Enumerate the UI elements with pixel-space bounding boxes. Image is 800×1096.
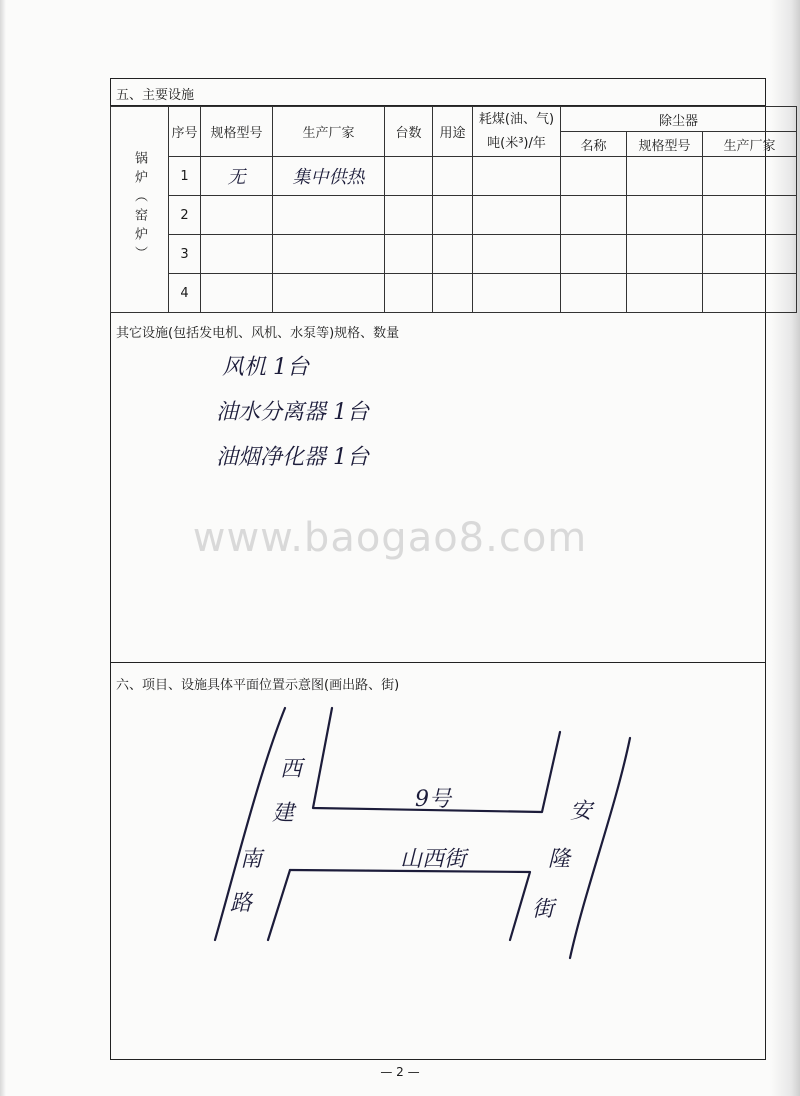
boiler-vertical-label: 锅炉︵窑炉︶	[111, 107, 169, 313]
header-maker: 生产厂家	[273, 107, 385, 157]
section5-title: 五、主要设施	[116, 88, 195, 103]
table-row	[111, 196, 797, 235]
row-spec	[201, 274, 273, 313]
header-fuel-line1: 耗煤(油、气)	[478, 111, 555, 127]
row-seq: 3	[169, 235, 201, 274]
page-number: — 2 —	[380, 1065, 420, 1079]
header-dust-maker: 生产厂家	[703, 132, 797, 157]
section6-divider	[110, 662, 766, 663]
row-spec: 无	[201, 157, 273, 196]
other-item: 风机 1台	[222, 355, 309, 380]
scan-edge-left	[0, 0, 6, 1096]
facility-table	[110, 106, 797, 313]
header-spec: 规格型号	[201, 107, 273, 157]
watermark: www.baogao8.com	[192, 515, 588, 561]
table-row	[111, 235, 797, 274]
row-maker: 集中供热	[273, 157, 385, 196]
header-use: 用途	[433, 107, 473, 157]
street-label-left: 西	[280, 757, 303, 782]
table-row	[111, 274, 797, 313]
header-count: 台数	[385, 107, 433, 157]
row-seq: 4	[169, 274, 201, 313]
row-maker	[273, 196, 385, 235]
header-dust-spec: 规格型号	[627, 132, 703, 157]
table-row	[111, 157, 797, 196]
street-label-left: 南	[240, 847, 263, 872]
other-item: 油水分离器 1台	[216, 400, 369, 425]
street-label-top: 9号	[415, 787, 451, 812]
header-fuel	[473, 107, 561, 157]
other-item: 油烟净化器 1台	[216, 445, 369, 470]
row-seq: 1	[169, 157, 201, 196]
row-maker	[273, 274, 385, 313]
street-line-lower-left	[268, 870, 290, 940]
header-fuel-line2: 吨(米³)/年	[487, 135, 546, 151]
street-label-right: 安	[570, 799, 593, 824]
header-seq: 序号	[169, 107, 201, 157]
street-line-lower-block	[290, 870, 530, 940]
street-label-left: 路	[230, 891, 253, 916]
street-label-left: 建	[272, 801, 295, 826]
header-dust: 除尘器	[561, 107, 797, 132]
section6-title: 六、项目、设施具体平面位置示意图(画出路、街)	[116, 678, 400, 693]
row-maker	[273, 235, 385, 274]
row-seq: 2	[169, 196, 201, 235]
street-label-middle: 山西街	[400, 847, 467, 872]
header-dust-name: 名称	[561, 132, 627, 157]
row-spec	[201, 196, 273, 235]
row-spec	[201, 235, 273, 274]
other-facilities-title: 其它设施(包括发电机、风机、水泵等)规格、数量	[116, 326, 400, 341]
street-label-right: 街	[532, 897, 555, 922]
street-line-right-outer	[570, 738, 630, 958]
street-sketch	[110, 690, 766, 980]
street-label-right: 隆	[548, 847, 571, 872]
